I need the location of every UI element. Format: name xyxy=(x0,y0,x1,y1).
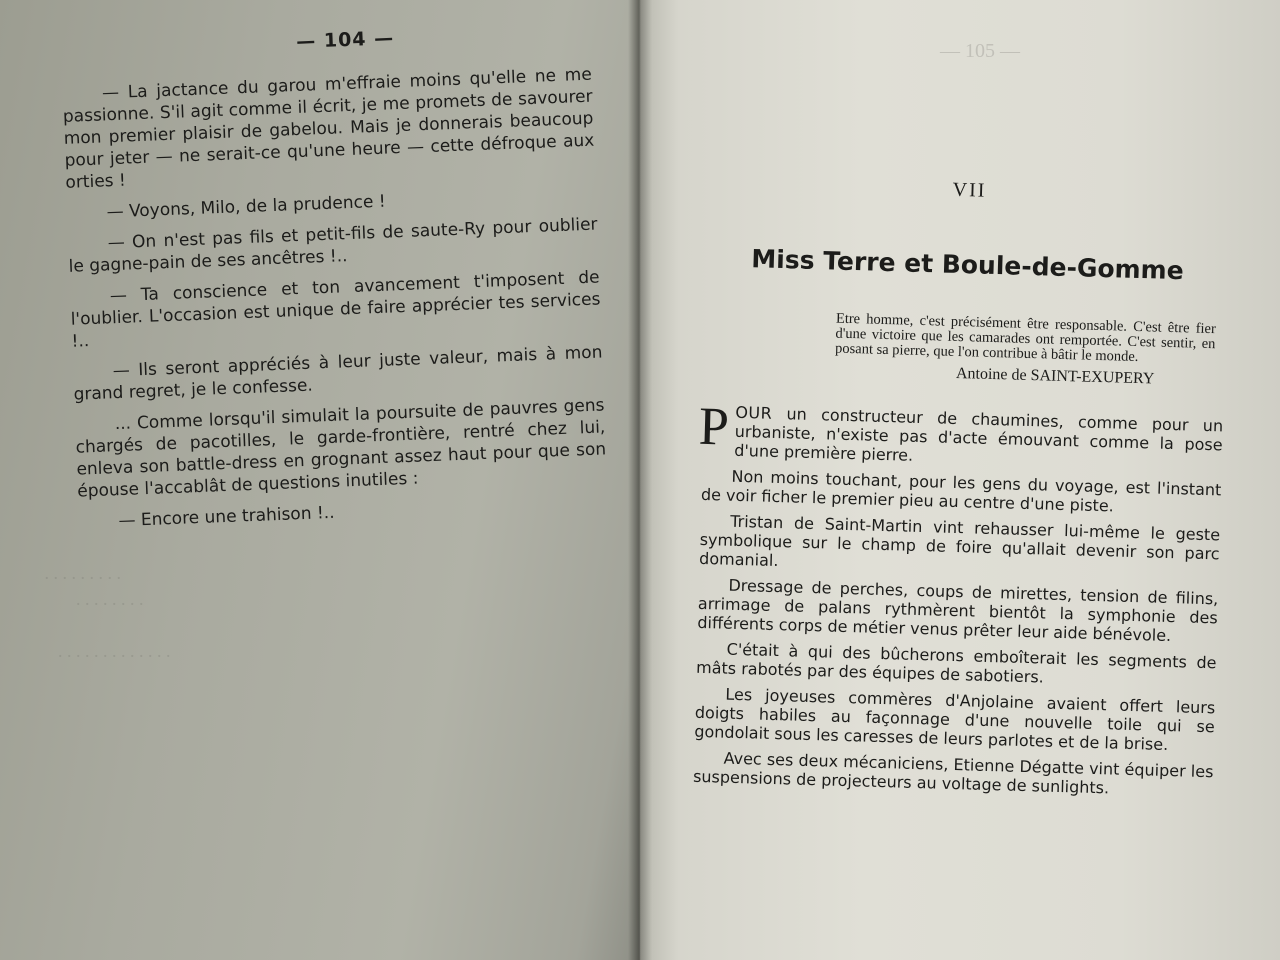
paragraph: Les joyeuses commères d'Anjolaine avaient offert leurs doigts habiles au façonnage d'une nouvelle toile qui se gondolait sous les caresses de leurs parlotes et de la brise. xyxy=(694,684,1216,755)
paragraph: Avec ses deux mécaniciens, Etienne Dégatte vint équiper les suspensions de projecteurs au voltage de sunlights. xyxy=(692,748,1214,798)
paragraph: — Encore une trahison !.. xyxy=(118,502,335,532)
chapter-body xyxy=(692,395,1224,800)
opening-paragraph xyxy=(698,395,1224,473)
right-page-content xyxy=(693,172,1230,807)
chapter-title: Miss Terre et Boule-de-Gomme xyxy=(750,244,1185,286)
epigraph xyxy=(834,312,1216,389)
show-through-page-number: — 105 — xyxy=(940,40,1020,62)
paragraph: — On n'est pas fils et petit-fils de saute-Ry pour oublier le gagne-pain de ses ancêtres !.. xyxy=(68,214,598,277)
paragraph: Non moins touchant, pour les gens du voyage, est l'instant de voir ficher le premier pieu au centre d'une piste. xyxy=(700,466,1222,516)
left-page-content xyxy=(60,20,609,543)
first-word-rest: OUR xyxy=(735,402,773,423)
chapter-number: VII xyxy=(952,178,987,202)
paragraph: — Ta conscience et ton avancement t'imposent de l'oublier. L'occasion est unique de faire apprécier tes services !.. xyxy=(70,267,601,352)
epigraph-text: Etre homme, c'est précisément être responsable. C'est être fier d'une victoire que les camarades ont remportée. C'est sentir, en posant sa pierre, que l'on contribue à bâtir le monde. xyxy=(834,310,1217,366)
show-through-text: . . . . . . . . . . . . . . . . . . . . . . . . . . . . . . xyxy=(44,563,171,661)
drop-cap: P xyxy=(698,395,730,457)
paragraph: — La jactance du garou m'effraie moins qu'elle ne me passionne. S'il agit comme il écrit, je me promets de savourer mon premier plaisir de gabelou. Mais je donnerais beaucoup pour jeter — ne serait-ce qu'une heure — cette défroque aux orties ! xyxy=(62,64,595,193)
right-page xyxy=(640,0,1280,960)
opening-paragraph-text: un constructeur de chaumines, comme pour un urbaniste, n'existe pas d'acte émouvant comme la pose d'une première pierre. xyxy=(734,403,1224,465)
paragraph: — Ils seront appréciés à leur juste valeur, mais à mon grand regret, je le confesse. xyxy=(73,342,603,405)
page-number: — 104 — xyxy=(295,27,395,53)
paragraph: Dressage de perches, coups de mirettes, tension de filins, arrimage de palans rythmèrent bientôt la symphonie des différents corps de métier venus prêter leur aide bénévole. xyxy=(697,575,1219,646)
paragraph: C'était à qui des bûcherons emboîterait les segments de mâts rabotés par des équipes de sabotiers. xyxy=(695,639,1217,687)
epigraph-author: Antoine de SAINT-EXUPERY xyxy=(955,364,1155,388)
book-gutter xyxy=(628,0,652,960)
paragraph: ... Comme lorsqu'il simulait la poursuite de pauvres gens chargés de pacotilles, le garde-frontière, rentré chez lui, enleva son battle-dress en grognant assez haut pour que son épouse l'accablât de questions inutiles : xyxy=(75,395,607,502)
paragraph: Tristan de Saint-Martin vint rehausser lui-même le geste symbolique sur le champ de foire qu'allait devenir son parc domanial. xyxy=(698,511,1221,571)
paragraph: — Voyons, Milo, de la prudence ! xyxy=(106,191,386,223)
